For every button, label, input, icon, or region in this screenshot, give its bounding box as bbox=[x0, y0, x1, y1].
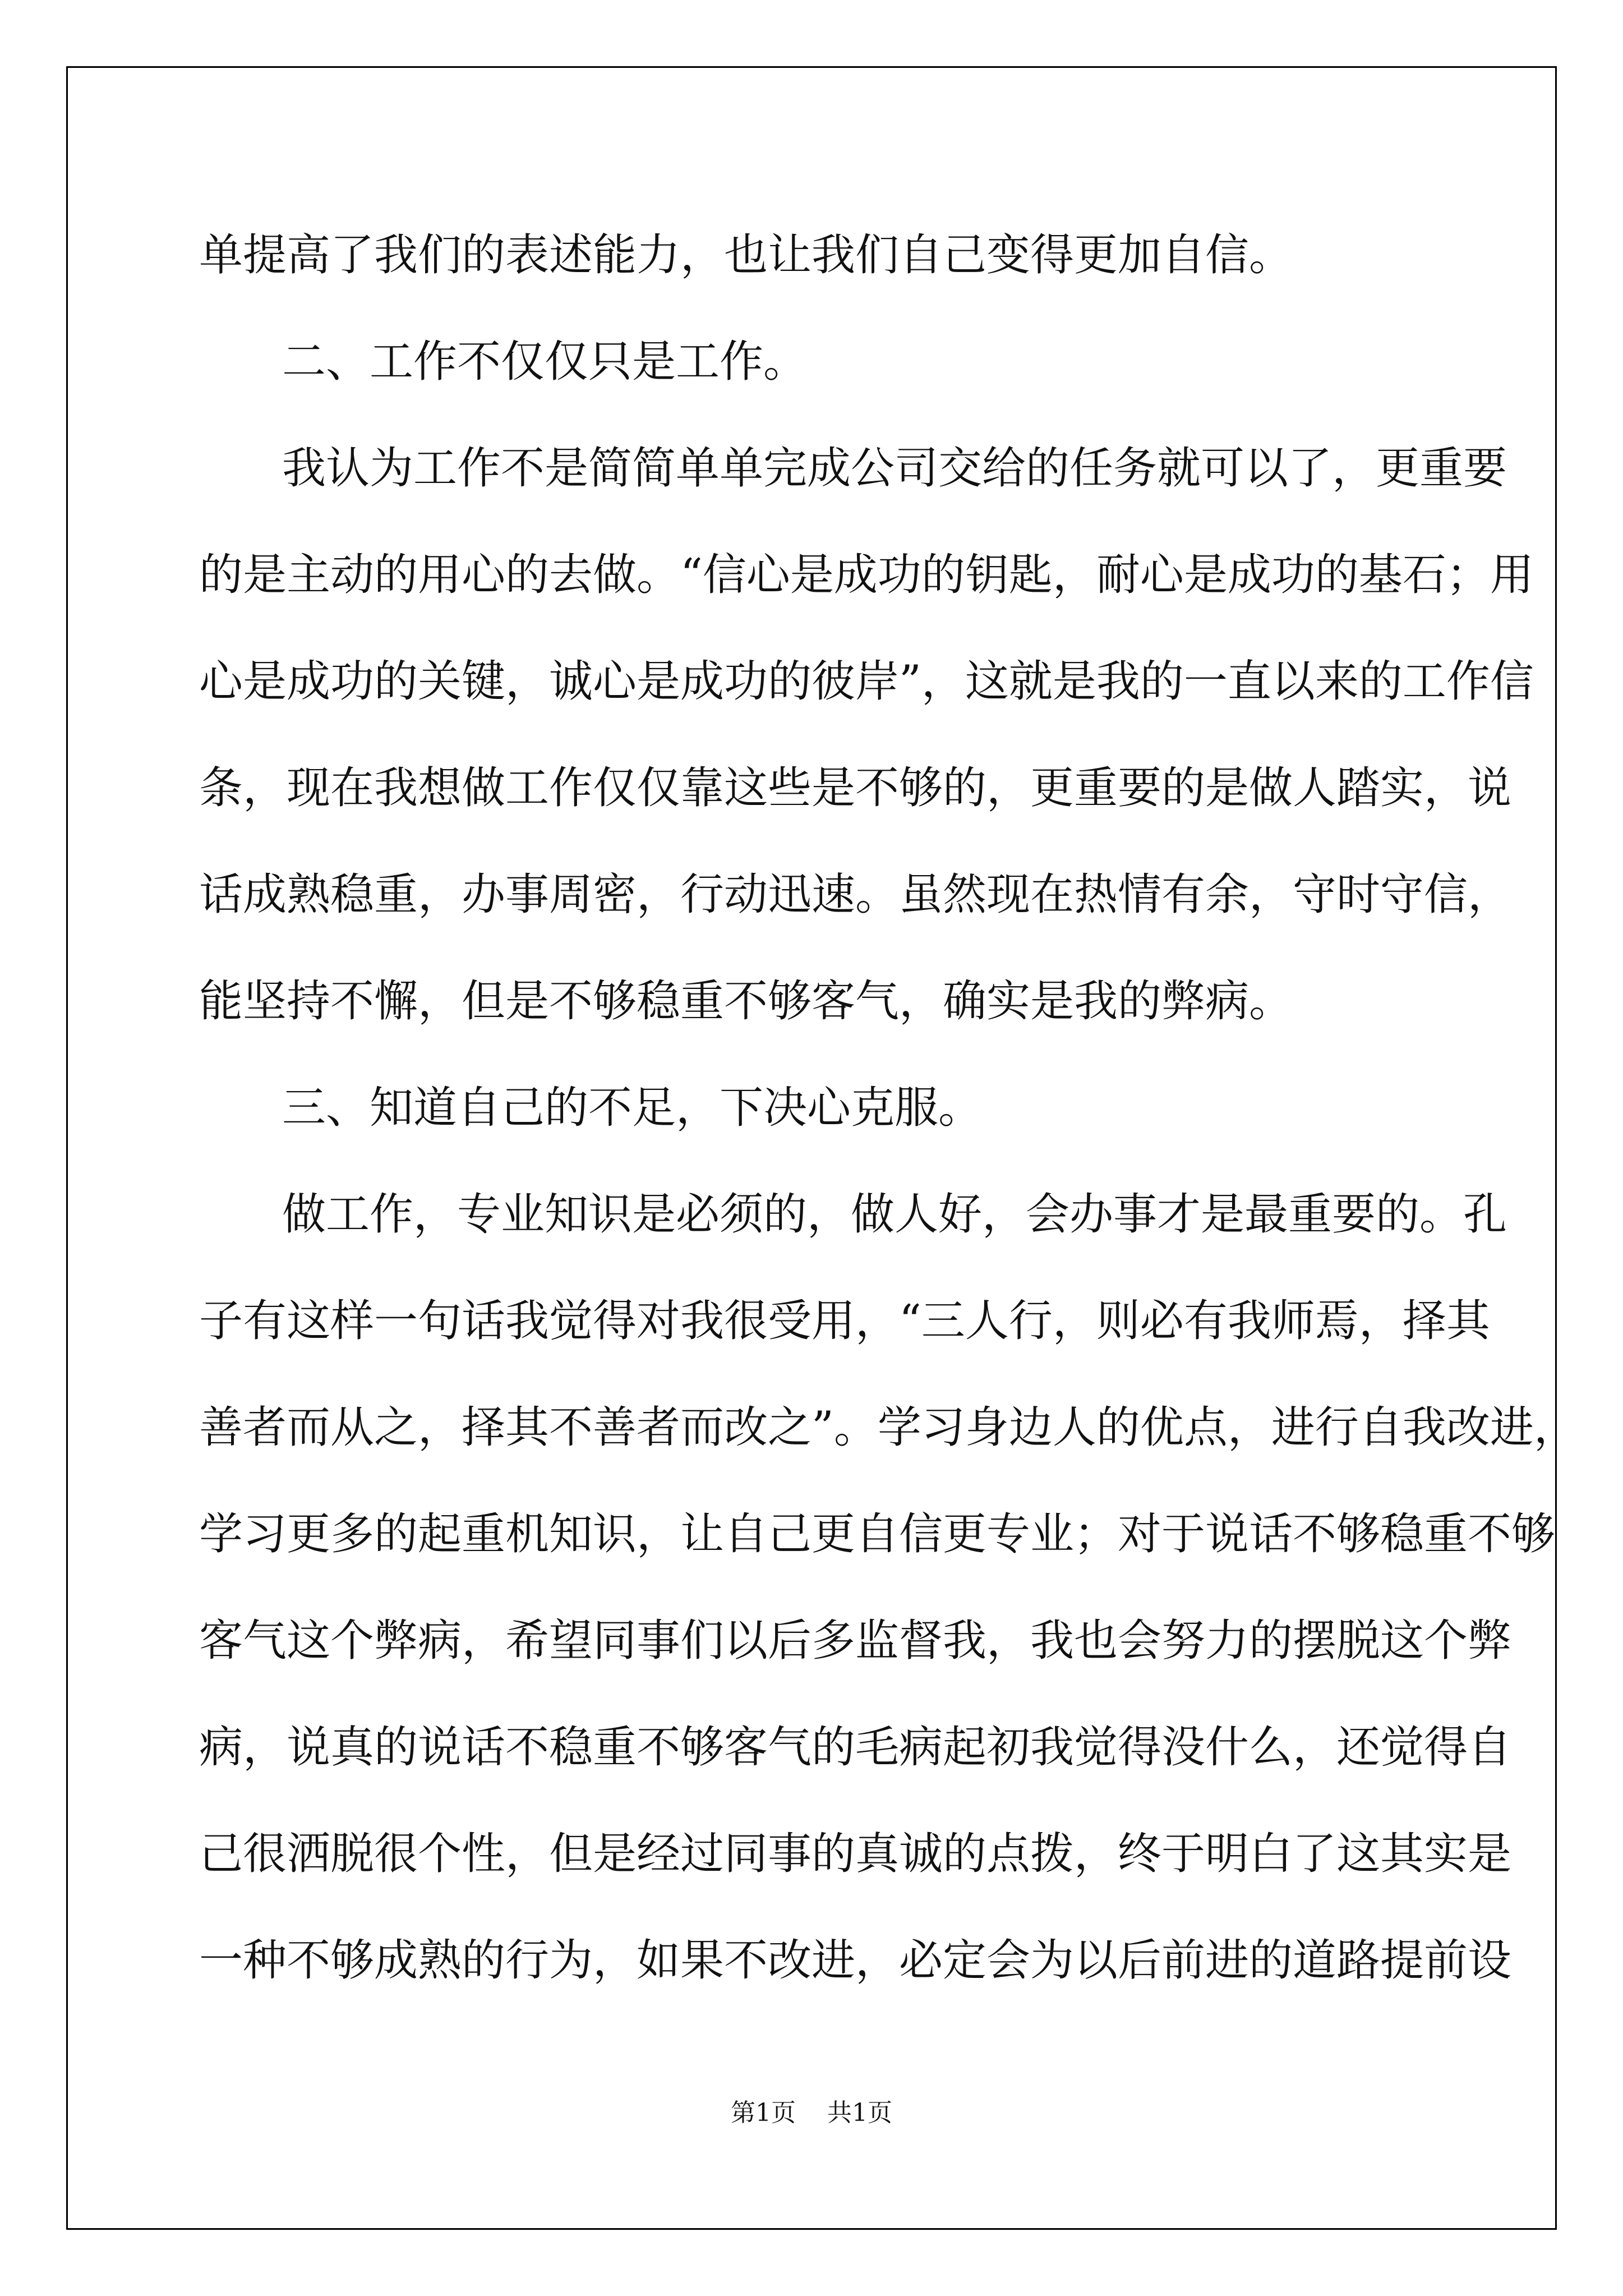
page-number: 第1页 bbox=[731, 2099, 796, 2127]
text-line: 单提高了我们的表述能力，也让我们自己变得更加自信。 bbox=[199, 230, 1293, 280]
text-line: 能坚持不懈，但是不够稳重不够客气，确实是我的弊病。 bbox=[199, 976, 1293, 1027]
text-line: 话成熟稳重，办事周密，行动迅速。虽然现在热情有余，守时守信， bbox=[199, 869, 1512, 920]
text-line: 善者而从之，择其不善者而改之”。学习身边人的优点，进行自我改进， bbox=[199, 1402, 1578, 1453]
text-line: 一种不够成熟的行为，如果不改进，必定会为以后前进的道路提前设 bbox=[199, 1935, 1512, 1986]
page-footer bbox=[0, 2096, 1623, 2130]
text-line: 三、知道自己的不足，下决心克服。 bbox=[282, 1083, 983, 1133]
text-line: 学习更多的起重机知识，让自己更自信更专业；对于说话不够稳重不够 bbox=[199, 1509, 1556, 1559]
text-line: 二、工作不仅仅只是工作。 bbox=[282, 337, 808, 387]
text-line: 的是主动的用心的去做。“信心是成功的钥匙，耐心是成功的基石；用 bbox=[199, 550, 1534, 600]
text-line: 做工作，专业知识是必须的，做人好，会办事才是最重要的。孔 bbox=[282, 1189, 1507, 1240]
text-line: 病，说真的说话不稳重不够客气的毛病起初我觉得没什么，还觉得自 bbox=[199, 1722, 1512, 1773]
text-line: 子有这样一句话我觉得对我很受用，“三人行，则必有我师焉，择其 bbox=[199, 1296, 1490, 1346]
text-line: 己很洒脱很个性，但是经过同事的真诚的点拨，终于明白了这其实是 bbox=[199, 1829, 1512, 1879]
text-line: 心是成功的关键，诚心是成功的彼岸”，这就是我的一直以来的工作信 bbox=[199, 656, 1534, 707]
text-line: 条，现在我想做工作仅仅靠这些是不够的，更重要的是做人踏实，说 bbox=[199, 763, 1512, 813]
text-line: 客气这个弊病，希望同事们以后多监督我，我也会努力的摆脱这个弊 bbox=[199, 1616, 1512, 1666]
page-total: 共1页 bbox=[827, 2099, 892, 2127]
text-line: 我认为工作不是简简单单完成公司交给的任务就可以了，更重要 bbox=[282, 443, 1507, 494]
document-body bbox=[199, 202, 1578, 2014]
